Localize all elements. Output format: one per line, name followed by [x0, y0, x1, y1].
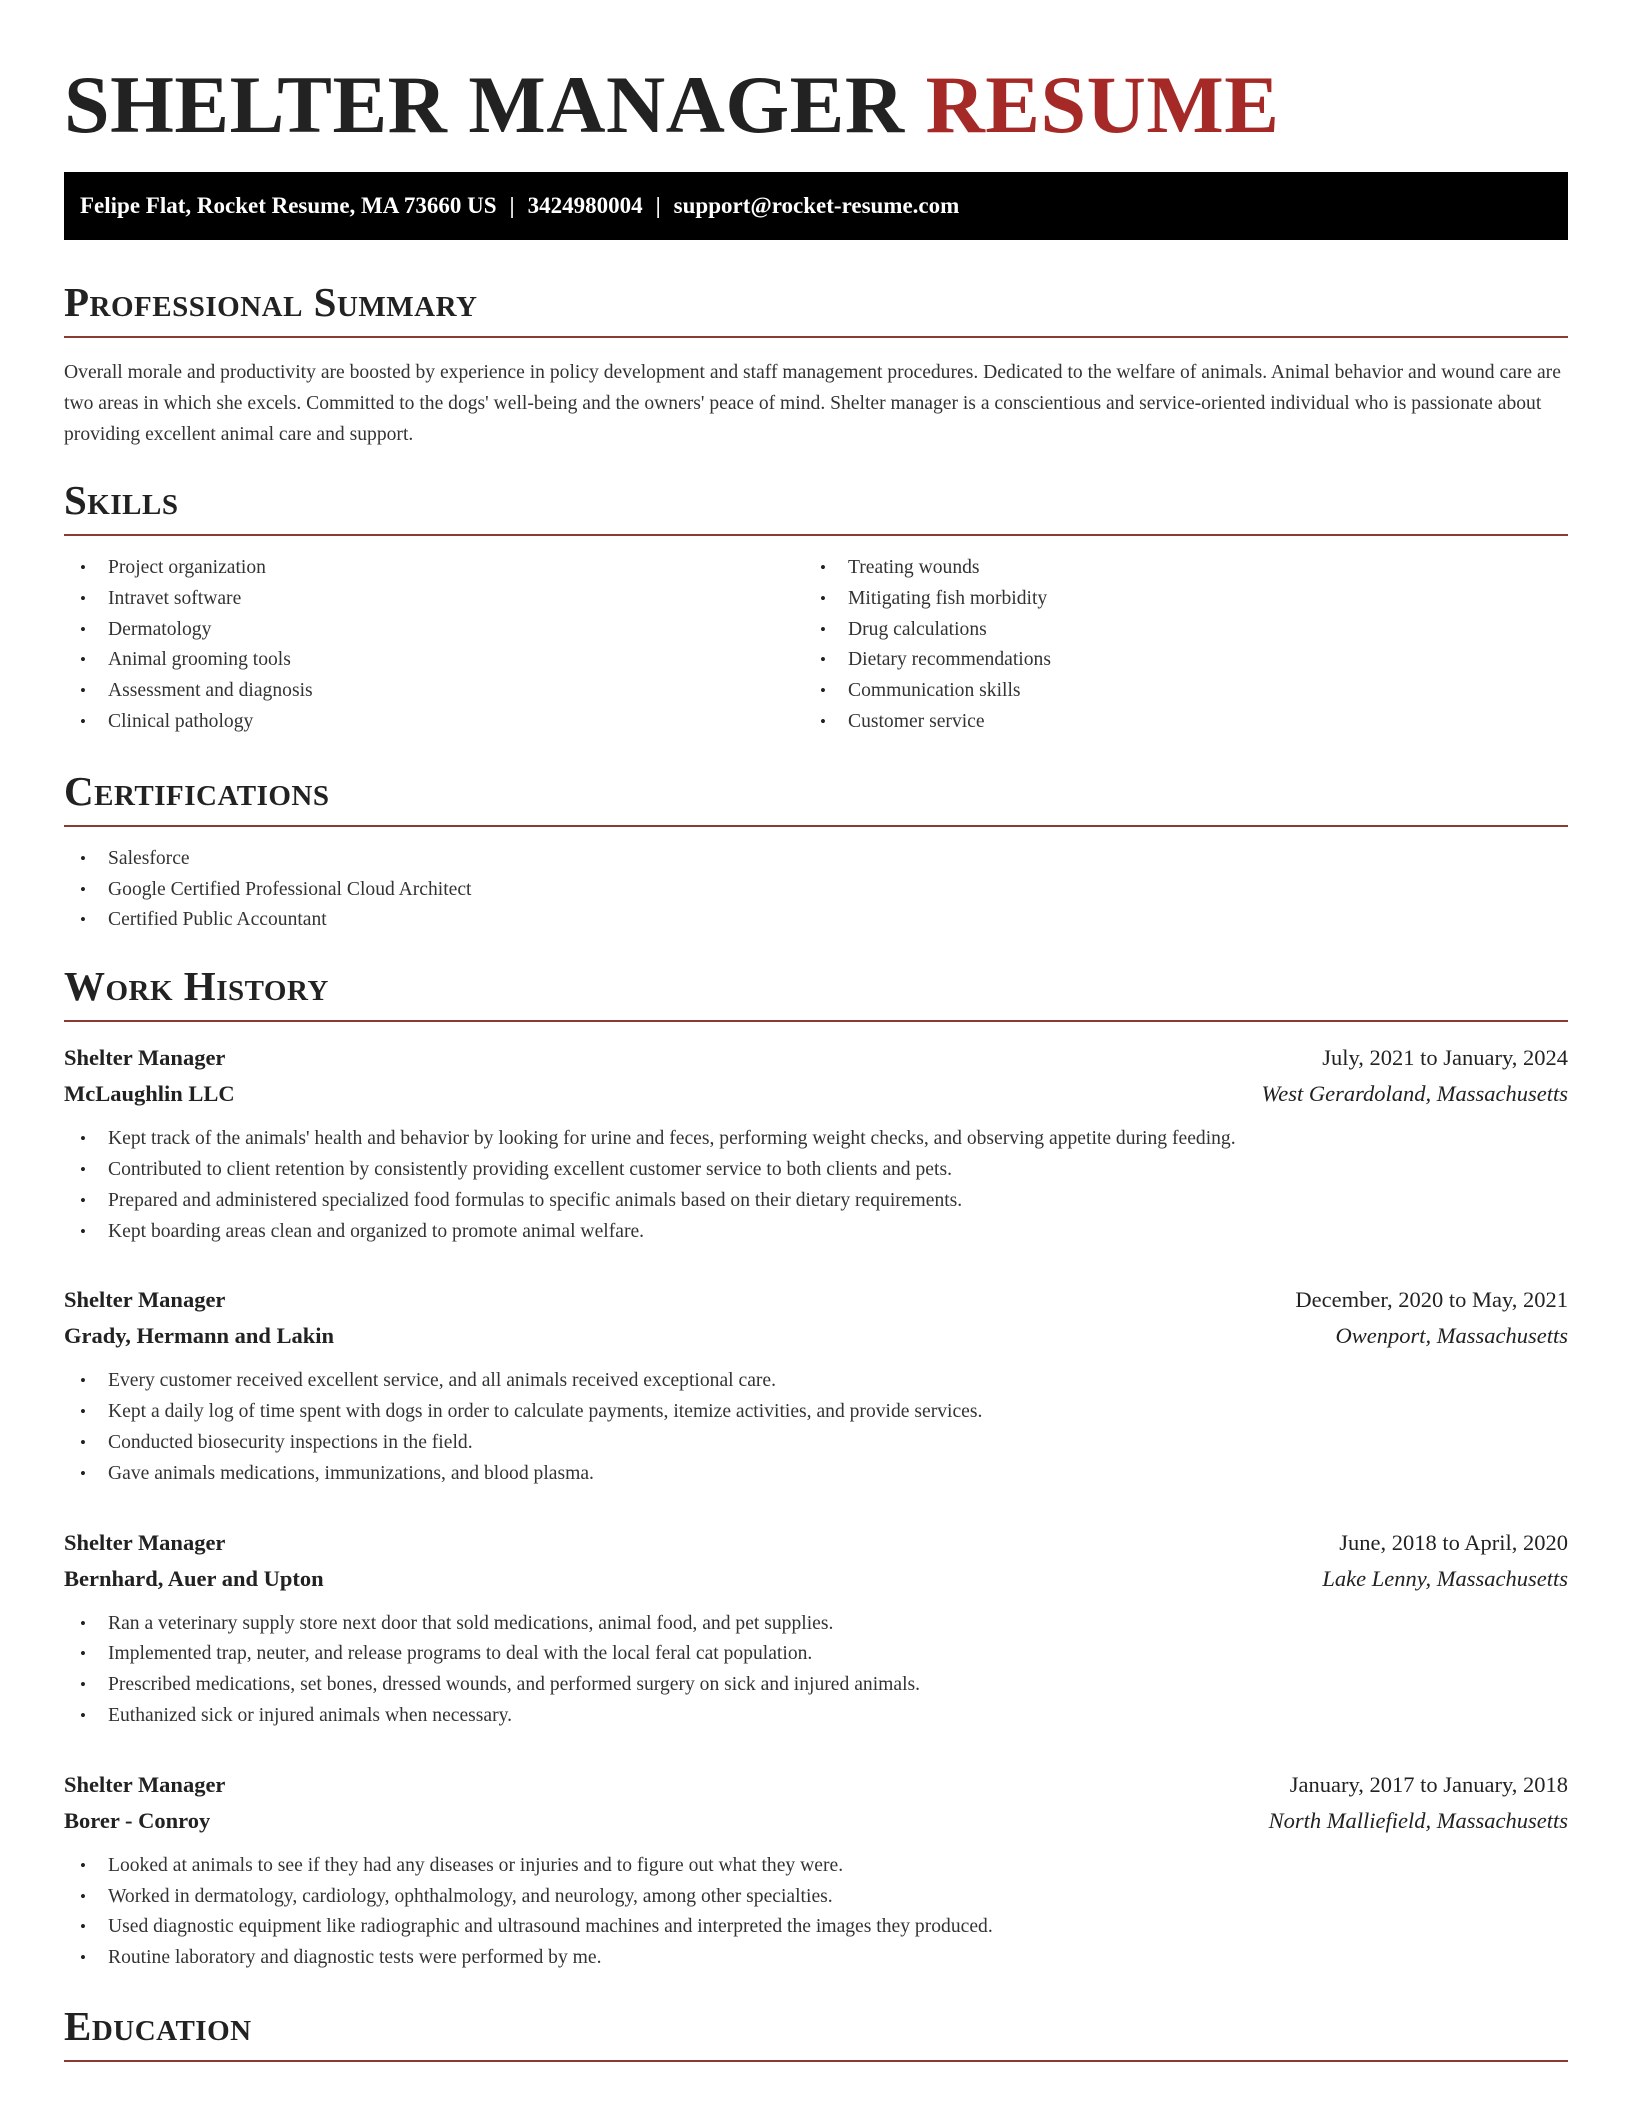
skill-item: • Drug calculations: [804, 615, 1544, 646]
job-role: Shelter Manager: [64, 1287, 226, 1313]
job-duty: • Kept a daily log of time spent with dogs in order to calculate payments, itemize activities, and provide services.: [64, 1397, 1568, 1428]
job-duty: • Kept track of the animals' health and behavior by looking for urine and feces, performing weight checks, and observing appetite during feeding.: [64, 1124, 1568, 1155]
job-company: Borer - Conroy: [64, 1807, 211, 1833]
job-location: Lake Lenny, Massachusetts: [1322, 1565, 1568, 1591]
job-role: Shelter Manager: [64, 1045, 226, 1071]
skill-item: • Clinical pathology: [64, 707, 804, 738]
job-duties-list: [64, 1366, 1568, 1489]
job-duties-list: [64, 1609, 1568, 1732]
job-duty: • Ran a veterinary supply store next door that sold medications, animal food, and pet supplies.: [64, 1609, 1568, 1640]
job-entry: [64, 1525, 1568, 1732]
skill-item: • Animal grooming tools: [64, 645, 804, 676]
job-company-row: [64, 1803, 1568, 1839]
job-company-row: [64, 1076, 1568, 1112]
skills-section: [64, 476, 1568, 738]
contact-separator: |: [509, 193, 515, 218]
contact-separator: |: [655, 193, 661, 218]
job-dates: December, 2020 to May, 2021: [1295, 1287, 1568, 1313]
contact-address: Felipe Flat, Rocket Resume, MA 73660 US: [80, 193, 497, 218]
resume-page: [64, 0, 1568, 2062]
job-duty: • Gave animals medications, immunizations, and blood plasma.: [64, 1459, 1568, 1490]
resume-title: [64, 58, 1568, 152]
job-duty: • Used diagnostic equipment like radiographic and ultrasound machines and interpreted the images they produced.: [64, 1912, 1568, 1943]
job-location: North Malliefield, Massachusetts: [1268, 1807, 1568, 1833]
job-company: Bernhard, Auer and Upton: [64, 1565, 324, 1591]
job-location: West Gerardoland, Massachusetts: [1261, 1081, 1568, 1107]
job-title-row: [64, 1525, 1568, 1561]
title-accent: RESUME: [925, 59, 1280, 150]
contact-email[interactable]: support@rocket-resume.com: [673, 193, 960, 218]
job-duty: • Prescribed medications, set bones, dressed wounds, and performed surgery on sick and injured animals.: [64, 1670, 1568, 1701]
job-duty: • Looked at animals to see if they had any diseases or injuries and to figure out what they were.: [64, 1851, 1568, 1882]
certifications-list: [64, 844, 1568, 936]
job-title-row: [64, 1040, 1568, 1076]
skill-item: • Customer service: [804, 707, 1544, 738]
education-heading: Education: [64, 2002, 1568, 2062]
job-company: Grady, Hermann and Lakin: [64, 1323, 335, 1349]
skill-item: • Dermatology: [64, 615, 804, 646]
skill-item: • Assessment and diagnosis: [64, 676, 804, 707]
skills-heading: Skills: [64, 476, 1568, 536]
skill-item: • Project organization: [64, 553, 804, 584]
job-location: Owenport, Massachusetts: [1335, 1323, 1568, 1349]
job-duty: • Implemented trap, neuter, and release programs to deal with the local feral cat population.: [64, 1639, 1568, 1670]
job-role: Shelter Manager: [64, 1771, 226, 1797]
job-dates: January, 2017 to January, 2018: [1289, 1771, 1568, 1797]
job-title-row: [64, 1282, 1568, 1318]
job-duty: • Every customer received excellent service, and all animals received exceptional care.: [64, 1366, 1568, 1397]
job-duty: • Contributed to client retention by consistently providing excellent customer service to both clients and pets.: [64, 1155, 1568, 1186]
job-company: McLaughlin LLC: [64, 1081, 235, 1107]
contact-bar: [64, 172, 1568, 240]
job-title-row: [64, 1767, 1568, 1803]
certifications-section: [64, 767, 1568, 936]
job-duties-list: [64, 1124, 1568, 1247]
job-dates: July, 2021 to January, 2024: [1322, 1045, 1568, 1071]
summary-section: [64, 278, 1568, 450]
job-duty: • Worked in dermatology, cardiology, ophthalmology, and neurology, among other specialties.: [64, 1882, 1568, 1913]
job-duties-list: [64, 1851, 1568, 1974]
contact-phone[interactable]: 3424980004: [527, 193, 643, 218]
job-duty: • Euthanized sick or injured animals when necessary.: [64, 1701, 1568, 1732]
skills-columns: [64, 553, 1568, 738]
job-entry: [64, 1282, 1568, 1489]
job-duty: • Conducted biosecurity inspections in the field.: [64, 1428, 1568, 1459]
certification-item: • Certified Public Accountant: [64, 905, 1568, 936]
skill-item: • Communication skills: [804, 676, 1544, 707]
job-entry: [64, 1040, 1568, 1247]
summary-heading: Professional Summary: [64, 278, 1568, 338]
certification-item: • Google Certified Professional Cloud Architect: [64, 875, 1568, 906]
skill-item: • Treating wounds: [804, 553, 1544, 584]
job-duty: • Kept boarding areas clean and organized to promote animal welfare.: [64, 1217, 1568, 1248]
job-company-row: [64, 1561, 1568, 1597]
skill-item: • Mitigating fish morbidity: [804, 584, 1544, 615]
certifications-heading: Certifications: [64, 767, 1568, 827]
job-entry: [64, 1767, 1568, 1974]
skill-item: • Intravet software: [64, 584, 804, 615]
job-dates: June, 2018 to April, 2020: [1339, 1529, 1568, 1555]
skills-left-list: [64, 553, 804, 738]
certification-item: • Salesforce: [64, 844, 1568, 875]
summary-text: Overall morale and productivity are boosted by experience in policy development and staff management procedures. Dedicated to the welfare of animals. Animal behavior and wound care are two areas in which she excels. Committed to the dogs' well-being and the owners' peace of mind. Shelter manager is a conscientious and service-oriented individual who is passionate about providing excellent animal care and support.: [64, 362, 1561, 445]
skill-item: • Dietary recommendations: [804, 645, 1544, 676]
work-history-section: [64, 962, 1568, 1974]
work-history-heading: Work History: [64, 962, 1568, 1022]
job-duty: • Routine laboratory and diagnostic tests were performed by me.: [64, 1943, 1568, 1974]
job-company-row: [64, 1318, 1568, 1354]
education-section: [64, 2002, 1568, 2062]
job-role: Shelter Manager: [64, 1529, 226, 1555]
skills-right-list: [804, 553, 1544, 738]
title-main: SHELTER MANAGER: [64, 59, 905, 150]
job-duty: • Prepared and administered specialized food formulas to specific animals based on their dietary requirements.: [64, 1186, 1568, 1217]
